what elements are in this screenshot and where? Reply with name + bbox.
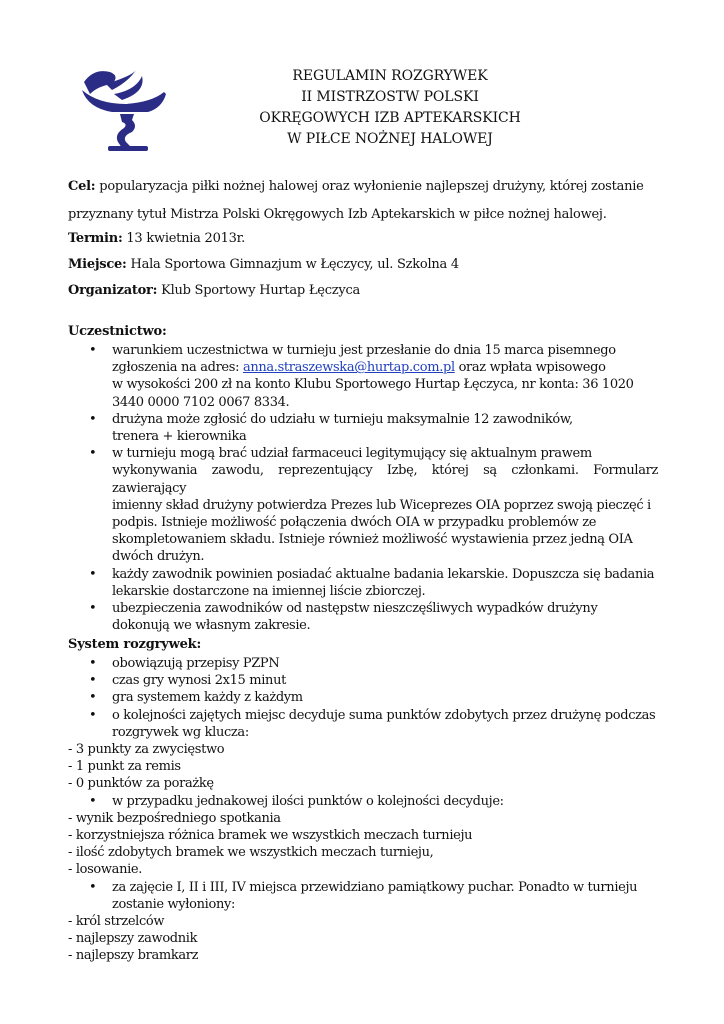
tiebreak-line: - korzystniejsza różnica bramek we wszystkich meczach turnieju bbox=[68, 828, 473, 844]
uczestnictwo-heading: Uczestnictwo: bbox=[68, 324, 167, 339]
award-line: - najlepszy bramkarz bbox=[68, 948, 199, 964]
list-item-text: drużyna może zgłosić do udziału w turnieju maksymalnie 12 zawodników, bbox=[112, 411, 573, 427]
list-item: • w turnieju mogą brać udział farmaceuci legitymujący się aktualnym prawem wykonywania zawodu, reprezentujący Izbę, której są członkami. Formularz zawierający imienny skład drużyny potwierdza Prezes lub Wiceprezes OIA poprzez swoją pieczęć i podpis. Istnieje możliwość połączenia dwóch OIA w przypadku problemów ze skompletowaniem składu. Istnieje również możliwość wystawienia przez jedną OIA dwóch drużyn. bbox=[89, 446, 658, 565]
list-item-text: każdy zawodnik powinien posiadać aktualne badania lekarskie. Dopuszcza się badania bbox=[112, 566, 655, 582]
title-line: W PIŁCE NOŻNEJ HALOWEJ bbox=[287, 131, 493, 147]
list-item-text: ubezpieczenia zawodników od następstw nieszczęśliwych wypadków drużyny bbox=[112, 601, 598, 617]
list-item-text: 3440 0000 7102 0067 8334. bbox=[112, 394, 290, 410]
termin-line bbox=[68, 227, 668, 251]
award-line: - najlepszy zawodnik bbox=[68, 931, 198, 947]
miejsce-line bbox=[68, 253, 668, 277]
termin-value: 13 kwietnia 2013r. bbox=[126, 231, 246, 246]
list-item-text: gra systemem każdy z każdym bbox=[112, 690, 303, 706]
list-item-text: rozgrywek wg klucza: bbox=[112, 724, 249, 740]
list-item: • o kolejności zajętych miejsc decyduje suma punktów zdobytych przez drużynę podczas rozgrywek wg klucza: bbox=[68, 707, 658, 741]
miejsce-value: Hala Sportowa Gimnazjum w Łęczycy, ul. Szkolna 4 bbox=[130, 257, 459, 272]
list-item: • warunkiem uczestnictwa w turnieju jest przesłanie do dnia 15 marca pisemnego zgłoszenia na adres: anna.straszewska@hurtap.com.pl oraz wpłata wpisowego w wysokości 200 zł na konto Klubu Sportowego Hurtap Łęczyca, nr konta: 36 1020 3440 0000 7102 0067 8334. bbox=[68, 342, 658, 411]
info-block bbox=[68, 175, 668, 303]
organizator-line bbox=[68, 279, 668, 303]
email-link[interactable]: anna.straszewska@hurtap.com.pl bbox=[242, 360, 455, 376]
pharmacy-bowl-of-hygieia-icon bbox=[76, 64, 170, 154]
list-item-text: dokonują we własnym zakresie. bbox=[112, 618, 311, 634]
list-item-text: warunkiem uczestnictwa w turnieju jest przesłanie do dnia 15 marca pisemnego bbox=[112, 343, 616, 358]
list-item: • gra systemem każdy z każdym bbox=[68, 689, 658, 706]
miejsce-label: Miejsce: bbox=[68, 257, 127, 272]
tiebreak-line: - wynik bezpośredniego spotkania bbox=[68, 810, 281, 826]
organizator-label: Organizator: bbox=[68, 283, 158, 298]
tiebreak-line: - losowanie. bbox=[68, 862, 143, 878]
termin-label: Termin: bbox=[68, 231, 123, 246]
list-item-text: trenera + kierownika bbox=[112, 429, 247, 445]
system-list bbox=[68, 655, 658, 965]
title-line: II MISTRZOSTW POLSKI bbox=[301, 89, 479, 105]
list-item: • w przypadku jednakowej ilości punktów o kolejności decyduje: bbox=[68, 793, 658, 810]
list-item-text: obowiązują przepisy PZPN bbox=[112, 656, 280, 671]
list-item-text: lekarskie dostarczone na imiennej liście zbiorczej. bbox=[112, 583, 426, 599]
list-item-text: skompletowaniem składu. Istnieje również możliwość wystawienia przez jedną OIA bbox=[112, 532, 633, 548]
cel-label: Cel: bbox=[68, 179, 96, 194]
organizator-value: Klub Sportowy Hurtap Łęczyca bbox=[161, 283, 360, 298]
cel-text-cont: przyznany tytuł Mistrza Polski Okręgowych Izb Aptekarskich w piłce nożnej halowej. bbox=[68, 207, 607, 222]
points-line: - 3 punkty za zwycięstwo bbox=[68, 742, 225, 758]
list-item-text: dwóch drużyn. bbox=[112, 549, 205, 565]
title-line: OKRĘGOWYCH IZB APTEKARSKICH bbox=[259, 110, 521, 126]
list-item-text: w przypadku jednakowej ilości punktów o kolejności decyduje: bbox=[112, 793, 504, 809]
tiebreak-line: - ilość zdobytych bramek we wszystkich meczach turnieju, bbox=[68, 845, 434, 861]
list-item: • obowiązują przepisy PZPN bbox=[68, 655, 658, 672]
list-item-text: o kolejności zajętych miejsc decyduje suma punktów zdobytych przez drużynę podczas bbox=[112, 707, 656, 723]
uczestnictwo-list bbox=[68, 342, 658, 634]
list-item-text: podpis. Istnieje możliwość połączenia dwóch OIA w przypadku problemów ze bbox=[112, 515, 597, 531]
system-heading: System rozgrywek: bbox=[68, 637, 202, 652]
list-item: • czas gry wynosi 2x15 minut bbox=[68, 672, 658, 689]
list-item: • ubezpieczenia zawodników od następstw nieszczęśliwych wypadków drużyny dokonują we własnym zakresie. bbox=[68, 600, 658, 634]
email-prefix: zgłoszenia na adres: bbox=[112, 360, 240, 376]
list-item-text: zostanie wyłoniony: bbox=[112, 896, 235, 912]
title-line: REGULAMIN ROZGRYWEK bbox=[292, 68, 488, 84]
points-line: - 0 punktów za porażkę bbox=[68, 776, 214, 792]
list-item-text: czas gry wynosi 2x15 minut bbox=[112, 673, 286, 689]
list-item-text: wykonywania zawodu, reprezentujący Izbę, której są członkami. Formularz zawierający bbox=[112, 463, 658, 496]
email-suffix: oraz wpłata wpisowego bbox=[458, 360, 606, 376]
list-item: • drużyna może zgłosić do udziału w turnieju maksymalnie 12 zawodników, trenera + kierownika bbox=[68, 411, 658, 445]
list-item-text: imienny skład drużyny potwierdza Prezes lub Wiceprezes OIA poprzez swoją pieczęć i bbox=[112, 497, 651, 513]
cel-text: popularyzacja piłki nożnej halowej oraz wyłonienie najlepszej drużyny, której zostanie bbox=[99, 179, 644, 194]
list-item-text bbox=[112, 359, 658, 376]
list-item-text: w wysokości 200 zł na konto Klubu Sportowego Hurtap Łęczyca, nr konta: 36 1020 bbox=[112, 377, 634, 393]
document-title bbox=[200, 66, 580, 150]
points-line: - 1 punkt za remis bbox=[68, 759, 181, 775]
list-item: • za zajęcie I, II i III, IV miejsca przewidziano pamiątkowy puchar. Ponadto w turnieju zostanie wyłoniony: bbox=[68, 879, 658, 913]
cel-line bbox=[68, 175, 668, 199]
list-item: • każdy zawodnik powinien posiadać aktualne badania lekarskie. Dopuszcza się badania lekarskie dostarczone na imiennej liście zbiorczej. bbox=[68, 566, 658, 600]
list-item-text: za zajęcie I, II i III, IV miejsca przewidziano pamiątkowy puchar. Ponadto w turnieju bbox=[112, 879, 638, 895]
list-item-text: w turnieju mogą brać udział farmaceuci legitymujący się aktualnym prawem bbox=[112, 446, 592, 462]
award-line: - król strzelców bbox=[68, 914, 165, 930]
